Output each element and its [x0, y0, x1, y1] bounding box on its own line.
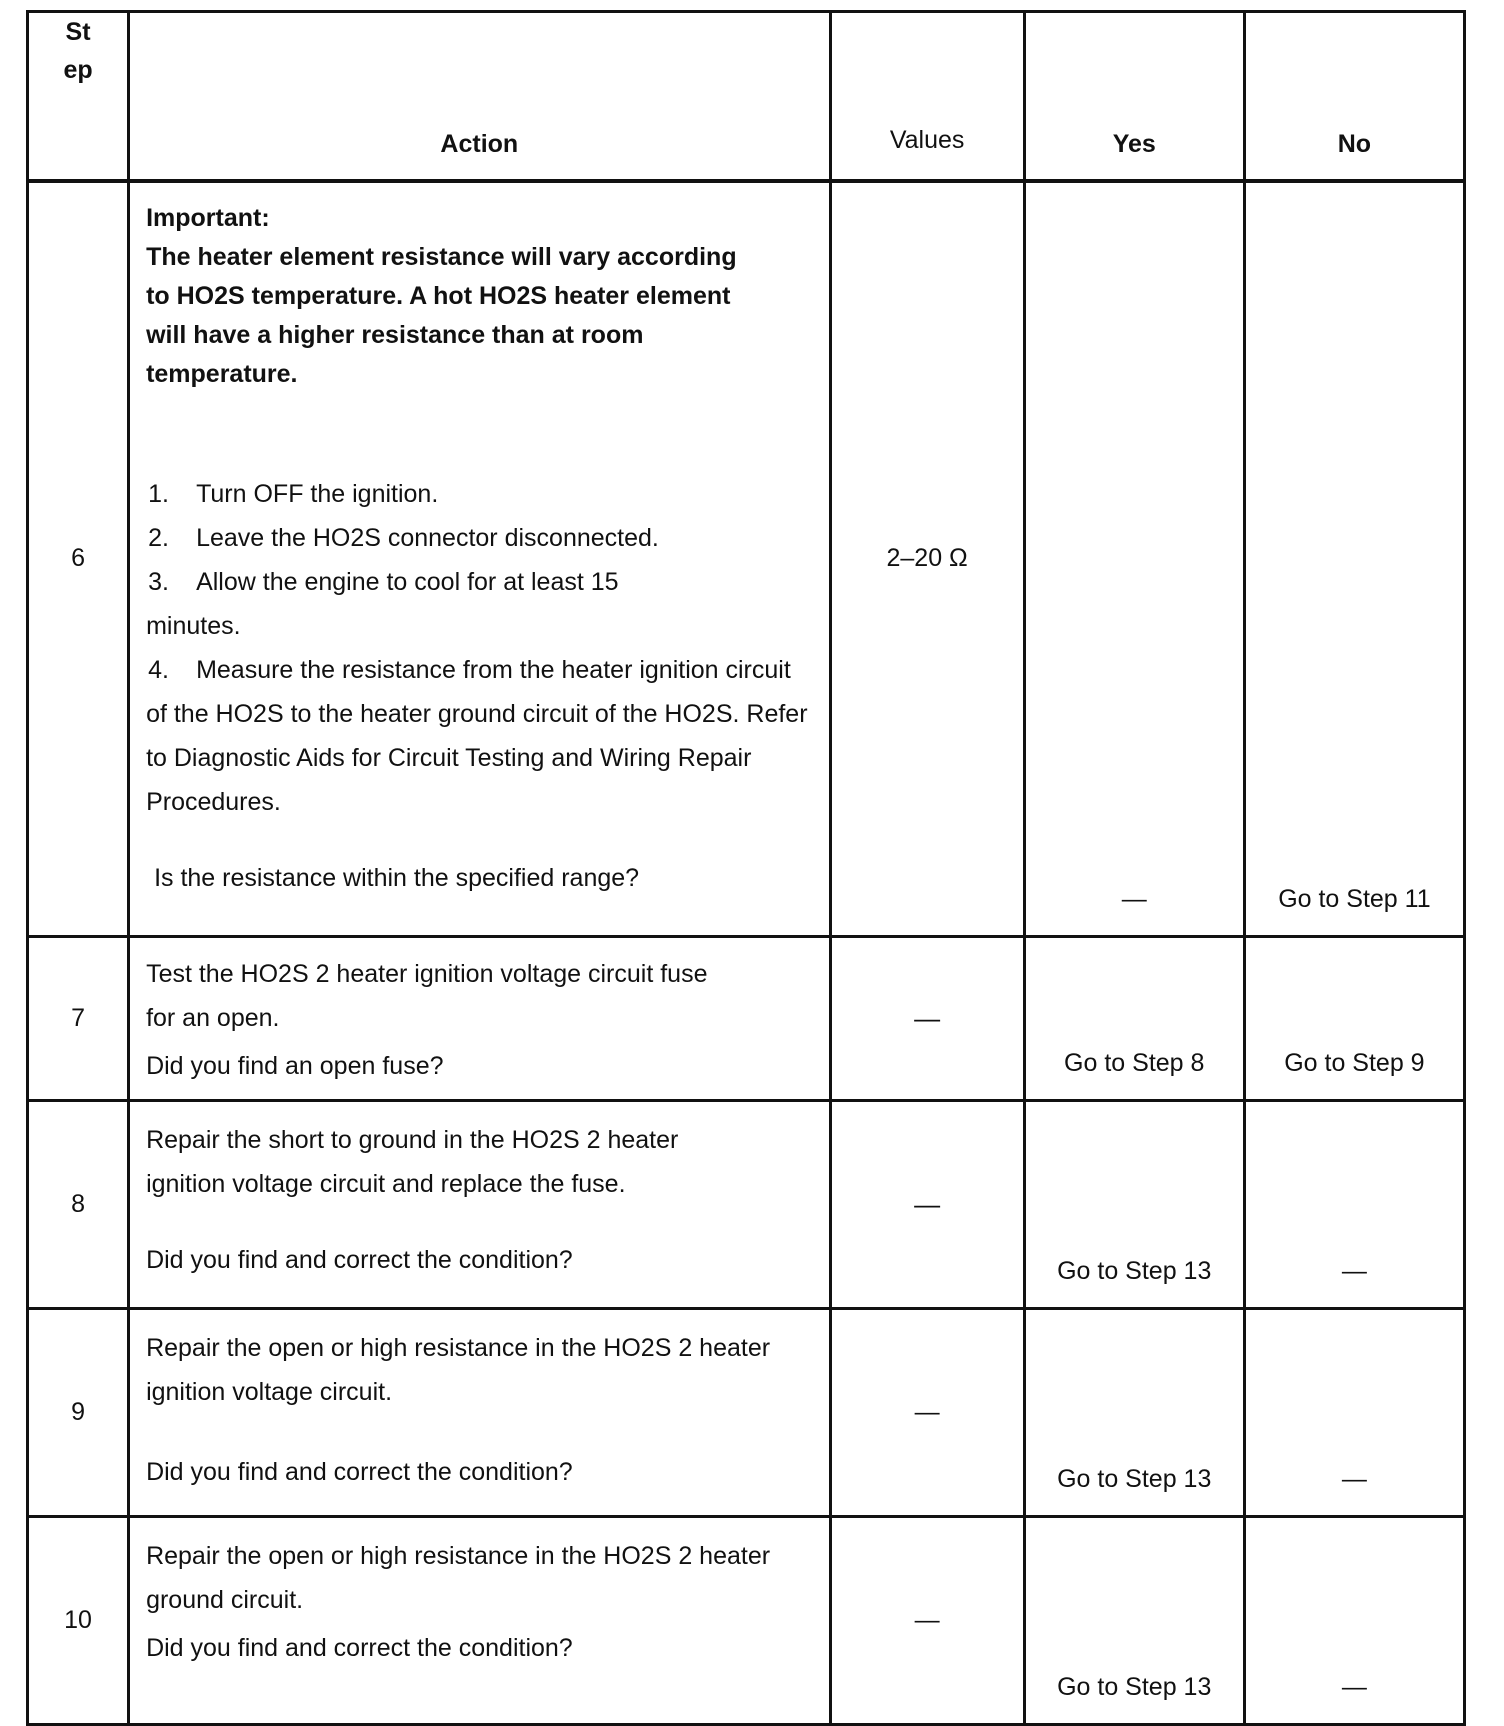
- item-number: 3.: [148, 568, 169, 596]
- action-text: Test the HO2S 2 heater ignition voltage circuit fuse for an open.: [146, 959, 708, 1032]
- header-step-line2: ep: [63, 56, 93, 84]
- value-cell: —: [830, 1516, 1024, 1724]
- no-cell: Go to Step 9: [1244, 936, 1464, 1100]
- action-text: Repair the open or high resistance in the HO2S 2 heater ground circuit.: [146, 1541, 771, 1614]
- step-number: 9: [28, 1308, 129, 1516]
- header-step-line1: St: [65, 18, 91, 46]
- yes-cell: Go to Step 8: [1024, 936, 1244, 1100]
- table-row: [28, 1308, 1465, 1516]
- action-text: Repair the open or high resistance in the HO2S 2 heater ignition voltage circuit.: [146, 1333, 771, 1406]
- important-title: Important:: [146, 204, 270, 232]
- procedure-list: [146, 472, 814, 824]
- no-cell: Go to Step 11: [1244, 181, 1464, 936]
- question-text: Did you find and correct the condition?: [146, 1457, 573, 1486]
- yes-cell: Go to Step 13: [1024, 1100, 1244, 1308]
- table-row: [28, 181, 1465, 936]
- item-number: 4.: [148, 656, 169, 684]
- header-step: [28, 12, 129, 182]
- step-number: 7: [28, 936, 129, 1100]
- no-cell: —: [1244, 1516, 1464, 1724]
- action-cell: [129, 181, 830, 936]
- yes-cell: —: [1024, 181, 1244, 936]
- item-text: Turn OFF the ignition.: [196, 480, 439, 508]
- list-item: [146, 560, 814, 648]
- step-number: 8: [28, 1100, 129, 1308]
- question-text: Is the resistance within the specified range?: [154, 864, 640, 892]
- action-text: Repair the short to ground in the HO2S 2 heater ignition voltage circuit and replace the fuse.: [146, 1125, 679, 1198]
- item-text: Leave the HO2S connector disconnected.: [196, 524, 659, 552]
- no-cell: —: [1244, 1308, 1464, 1516]
- step-number: 6: [28, 181, 129, 936]
- question-text: Did you find an open fuse?: [146, 1051, 444, 1080]
- yes-cell: Go to Step 13: [1024, 1308, 1244, 1516]
- header-no: No: [1244, 12, 1464, 182]
- table-header: [28, 12, 1465, 182]
- list-item: [146, 648, 814, 824]
- header-values: Values: [830, 12, 1024, 182]
- step-number: 10: [28, 1516, 129, 1724]
- value-cell: 2–20 Ω: [830, 181, 1024, 936]
- no-cell: —: [1244, 1100, 1464, 1308]
- important-text: The heater element resistance will vary according to HO2S temperature. A hot HO2S heater element will have a higher resistance than at room temperature.: [146, 243, 737, 388]
- item-text: Allow the engine to cool for at least 15 minutes.: [146, 568, 619, 640]
- item-text: Measure the resistance from the heater ignition circuit of the HO2S to the heater ground circuit of the HO2S. Refer to Diagnostic Aids for Circuit Testing and Wiring Repair Procedures.: [146, 656, 808, 816]
- action-cell: [129, 1308, 830, 1516]
- action-cell: [129, 936, 830, 1100]
- table-row: [28, 1516, 1465, 1724]
- yes-cell: Go to Step 13: [1024, 1516, 1244, 1724]
- header-action: Action: [129, 12, 830, 182]
- value-cell: —: [830, 1100, 1024, 1308]
- action-cell: [129, 1516, 830, 1724]
- table-row: [28, 936, 1465, 1100]
- action-cell: [129, 1100, 830, 1308]
- item-number: 2.: [148, 524, 169, 552]
- diagnostic-table: [26, 10, 1466, 1726]
- list-item: [146, 472, 814, 516]
- list-item: [146, 516, 814, 560]
- question-text: Did you find and correct the condition?: [146, 1245, 573, 1274]
- value-cell: —: [830, 1308, 1024, 1516]
- table-row: [28, 1100, 1465, 1308]
- important-note: [146, 199, 814, 394]
- header-yes: Yes: [1024, 12, 1244, 182]
- value-cell: —: [830, 936, 1024, 1100]
- question-text: Did you find and correct the condition?: [146, 1633, 573, 1662]
- item-number: 1.: [148, 480, 169, 508]
